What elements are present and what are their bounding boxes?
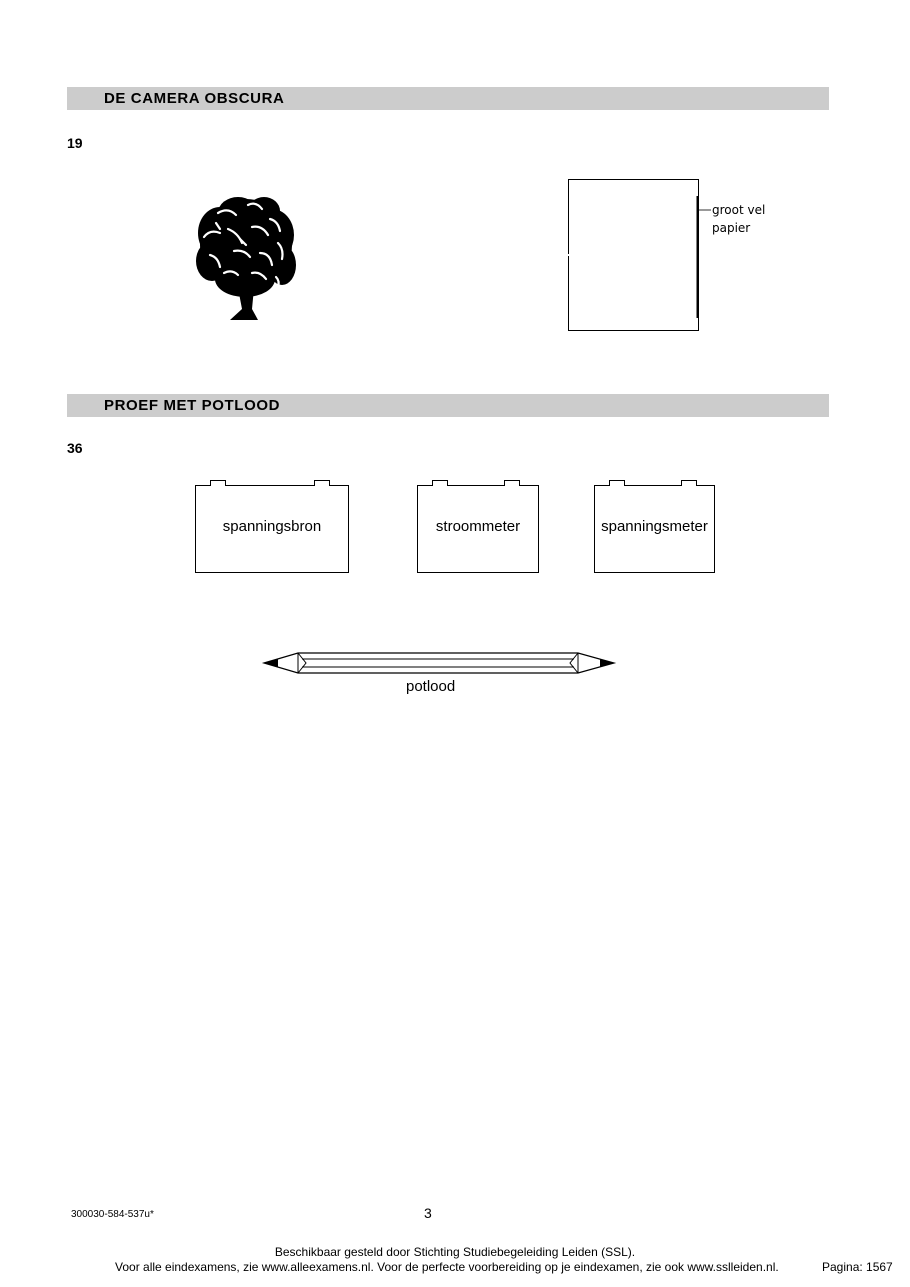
device-label: spanningsbron — [222, 518, 322, 535]
footer-provider: Beschikbaar gesteld door Stichting Studiebegeleiding Leiden (SSL). — [274, 1245, 636, 1259]
footer-pagina: Pagina: 1567 — [822, 1260, 893, 1274]
terminal — [681, 480, 697, 486]
section-header-proef-met-potlood — [67, 394, 829, 417]
device-label: spanningsmeter — [601, 518, 708, 535]
device-voltage-source — [195, 485, 349, 573]
question-number: 36 — [67, 440, 83, 456]
device-label: stroommeter — [435, 518, 521, 535]
device-voltmeter — [594, 485, 715, 573]
pencil-label: potlood — [406, 678, 456, 695]
tree-illustration — [190, 193, 305, 323]
page-number: 3 — [424, 1205, 432, 1221]
terminal — [504, 480, 520, 486]
terminal — [609, 480, 625, 486]
paper-sheet — [565, 176, 715, 336]
pencil-illustration — [260, 650, 620, 678]
device-ammeter — [417, 485, 539, 573]
paper-label-line2: papier — [712, 221, 751, 235]
footer-links: Voor alle eindexamens, zie www.alleexamens.nl. Voor de perfecte voorbereiding op je eindexamen, zie ook www.sslleiden.nl. — [115, 1260, 779, 1274]
terminal — [432, 480, 448, 486]
paper-label-line1: groot vel — [712, 203, 766, 217]
section-title: PROEF MET POTLOOD — [104, 397, 281, 414]
question-number: 19 — [67, 135, 83, 151]
terminal — [210, 480, 226, 486]
exam-code: 300030-584-537u* — [71, 1209, 154, 1220]
terminal — [314, 480, 330, 486]
section-title: DE CAMERA OBSCURA — [104, 90, 285, 107]
section-header-camera-obscura — [67, 87, 829, 110]
